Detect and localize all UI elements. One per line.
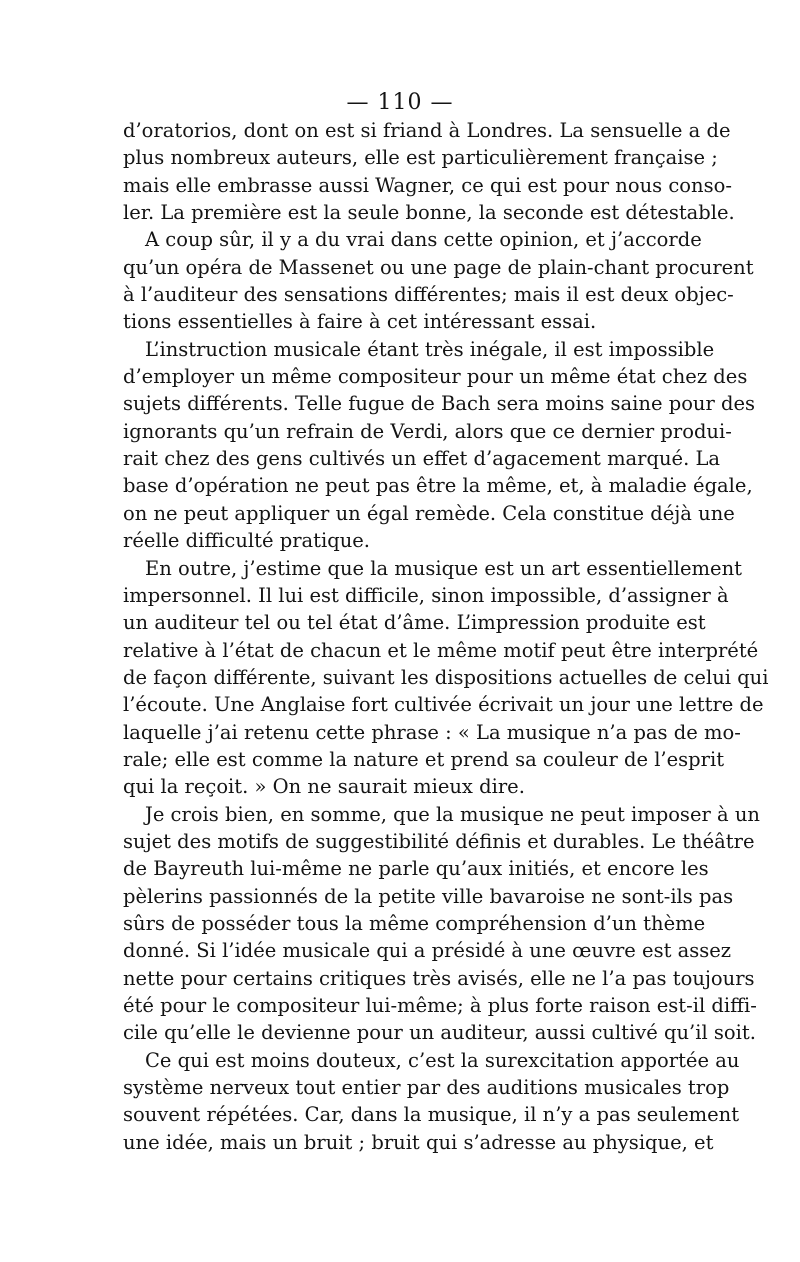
text-line: on ne peut appliquer un égal remède. Cela constitue déjà une [123,501,735,525]
text-line: sujet des motifs de suggestibilité définis et durables. Le théâtre [123,829,755,853]
text-line: base d’opération ne peut pas être la même, et, à maladie égale, [123,474,753,498]
text-line: qu’un opéra de Massenet ou une page de plain-chant procurent [123,255,754,279]
text-line: rale; elle est comme la nature et prend sa couleur de l’esprit [123,747,725,771]
text-line: été pour le compositeur lui-même; à plus forte raison est-il diffi- [123,994,757,1017]
text-line: ler. La première est la seule bonne, la seconde est détestable. [123,201,735,225]
text-line: A coup sûr, il y a du vrai dans cette opinion, et j’accorde [145,228,702,252]
text-line: Je crois bien, en somme, que la musique ne peut imposer à un [145,802,760,826]
page-number: — 110 — [346,90,454,115]
text-line: sûrs de posséder tous la même compréhension d’un thème [123,911,706,935]
text-line: rait chez des gens cultivés un effet d’agacement marqué. La [123,447,721,471]
text-line: d’employer un même compositeur pour un même état chez des [123,365,748,389]
text-line: donné. Si l’idée musicale qui a présidé à une œuvre est assez [123,939,732,963]
text-line: nette pour certains critiques très avisés, elle ne l’a pas toujours [123,966,755,990]
text-line: système nerveux tout entier par des auditions musicales trop [123,1076,730,1100]
text-line: Ce qui est moins douteux, c’est la surexcitation apportée au [145,1048,740,1072]
text-line: d’oratorios, dont on est si friand à Londres. La sensuelle a de [123,119,731,142]
text-line: cile qu’elle le devienne pour un auditeur, aussi cultivé qu’il soit. [123,1021,756,1045]
text-line: tions essentielles à faire à cet intéressant essai. [123,310,597,334]
text-line: réelle difficulté pratique. [123,529,370,553]
text-line: laquelle j’ai retenu cette phrase : « La musique n’a pas de mo- [123,720,741,744]
text-line: de Bayreuth lui-même ne parle qu’aux initiés, et encore les [123,857,709,881]
text-line: à l’auditeur des sensations différentes; mais il est deux objec- [123,283,734,307]
text-line: relative à l’état de chacun et le même motif peut être interprété [123,638,759,662]
text-line: mais elle embrasse aussi Wagner, ce qui est pour nous conso- [123,173,732,197]
text-line: qui la reçoit. » On ne saurait mieux dire. [123,775,525,799]
text-line: de façon différente, suivant les dispositions actuelles de celui qui [123,665,769,689]
text-line: En outre, j’estime que la musique est un art essentiellement [145,556,742,580]
text-line: plus nombreux auteurs, elle est particulièrement française ; [123,146,718,170]
text-line: un auditeur tel ou tel état d’âme. L’impression produite est [123,611,706,635]
text-line: pèlerins passionnés de la petite ville bavaroise ne sont-ils pas [123,884,734,908]
body-text [123,117,769,1156]
text-line: l’écoute. Une Anglaise fort cultivée écrivait un jour une lettre de [123,693,764,717]
text-line: L’instruction musicale étant très inégale, il est impossible [145,337,715,361]
text-line: sujets différents. Telle fugue de Bach sera moins saine pour des [123,392,756,416]
text-line: impersonnel. Il lui est difficile, sinon impossible, d’assigner à [123,583,729,607]
text-line: une idée, mais un bruit ; bruit qui s’adresse au physique, et [123,1130,714,1154]
text-line: souvent répétées. Car, dans la musique, il n’y a pas seulement [123,1103,740,1127]
text-line: ignorants qu’un refrain de Verdi, alors que ce dernier produi- [123,419,732,443]
